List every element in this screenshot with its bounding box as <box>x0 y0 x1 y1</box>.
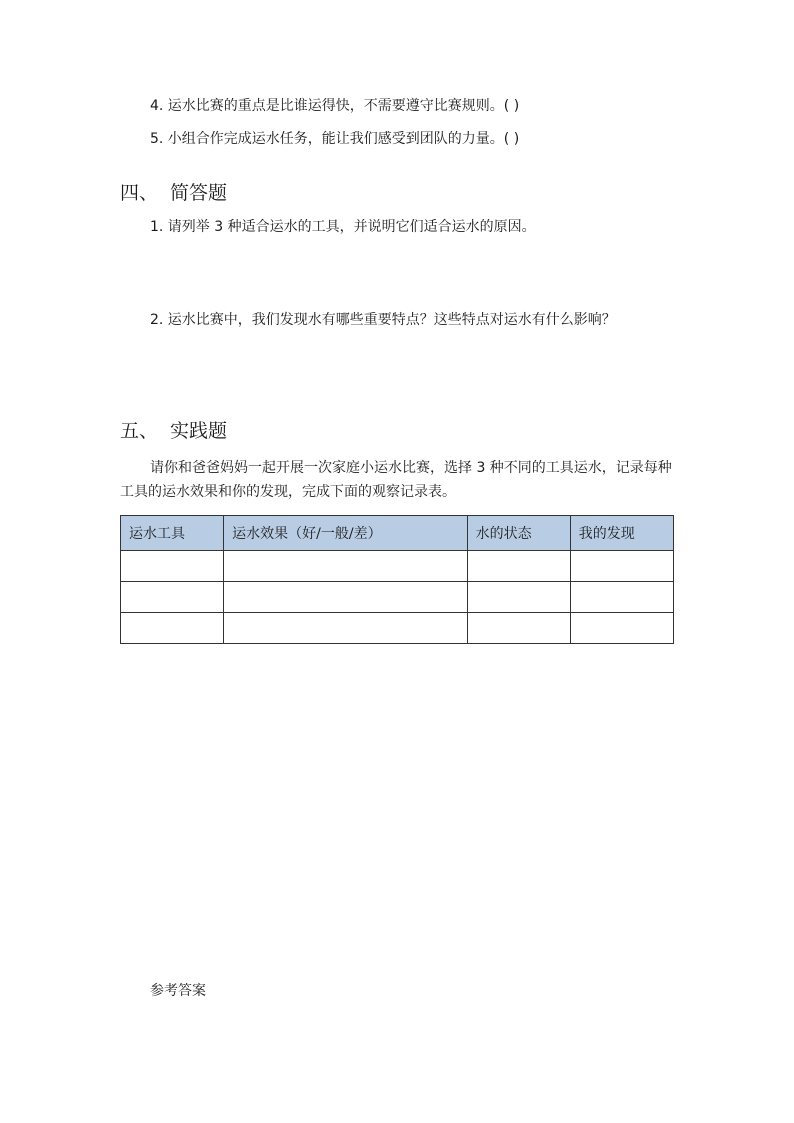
observation-table <box>120 515 674 644</box>
table-cell[interactable] <box>570 582 673 613</box>
table-row <box>121 582 674 613</box>
section-4-heading <box>120 181 227 205</box>
table-cell[interactable] <box>121 551 224 582</box>
header-water-state: 水的状态 <box>467 516 570 551</box>
table-cell[interactable] <box>570 613 673 644</box>
table-header-row <box>121 516 674 551</box>
table-cell[interactable] <box>224 551 467 582</box>
table-cell[interactable] <box>467 551 570 582</box>
header-effect: 运水效果（好/一般/差） <box>224 516 467 551</box>
short-answer-question-1: 1. 请列举 3 种适合运水的工具，并说明它们适合运水的原因。 <box>150 219 536 235</box>
section-4-number: 四、 <box>120 182 159 204</box>
table-cell[interactable] <box>121 582 224 613</box>
answer-key-title: 参考答案 <box>150 983 206 999</box>
judge-item-5: 5. 小组合作完成运水任务，能让我们感受到团队的力量。( ) <box>150 131 520 147</box>
section-5-number: 五、 <box>120 420 159 442</box>
judge-item-4: 4. 运水比赛的重点是比谁运得快，不需要遵守比赛规则。( ) <box>150 98 520 114</box>
table-cell[interactable] <box>467 582 570 613</box>
table-cell[interactable] <box>224 582 467 613</box>
section-4-title: 简答题 <box>170 182 228 204</box>
short-answer-question-2: 2. 运水比赛中，我们发现水有哪些重要特点？这些特点对运水有什么影响？ <box>150 312 616 328</box>
section-5-heading <box>120 419 227 443</box>
table-cell[interactable] <box>467 613 570 644</box>
table-cell[interactable] <box>570 551 673 582</box>
header-tool: 运水工具 <box>121 516 224 551</box>
table-cell[interactable] <box>224 613 467 644</box>
practice-prompt: 请你和爸爸妈妈一起开展一次家庭小运水比赛，选择 3 种不同的工具运水，记录每种工具的运水效果和你的发现，完成下面的观察记录表。 <box>120 460 672 500</box>
table-row <box>121 613 674 644</box>
header-my-findings: 我的发现 <box>570 516 673 551</box>
table-row <box>121 551 674 582</box>
table-cell[interactable] <box>121 613 224 644</box>
section-5-title: 实践题 <box>170 420 228 442</box>
